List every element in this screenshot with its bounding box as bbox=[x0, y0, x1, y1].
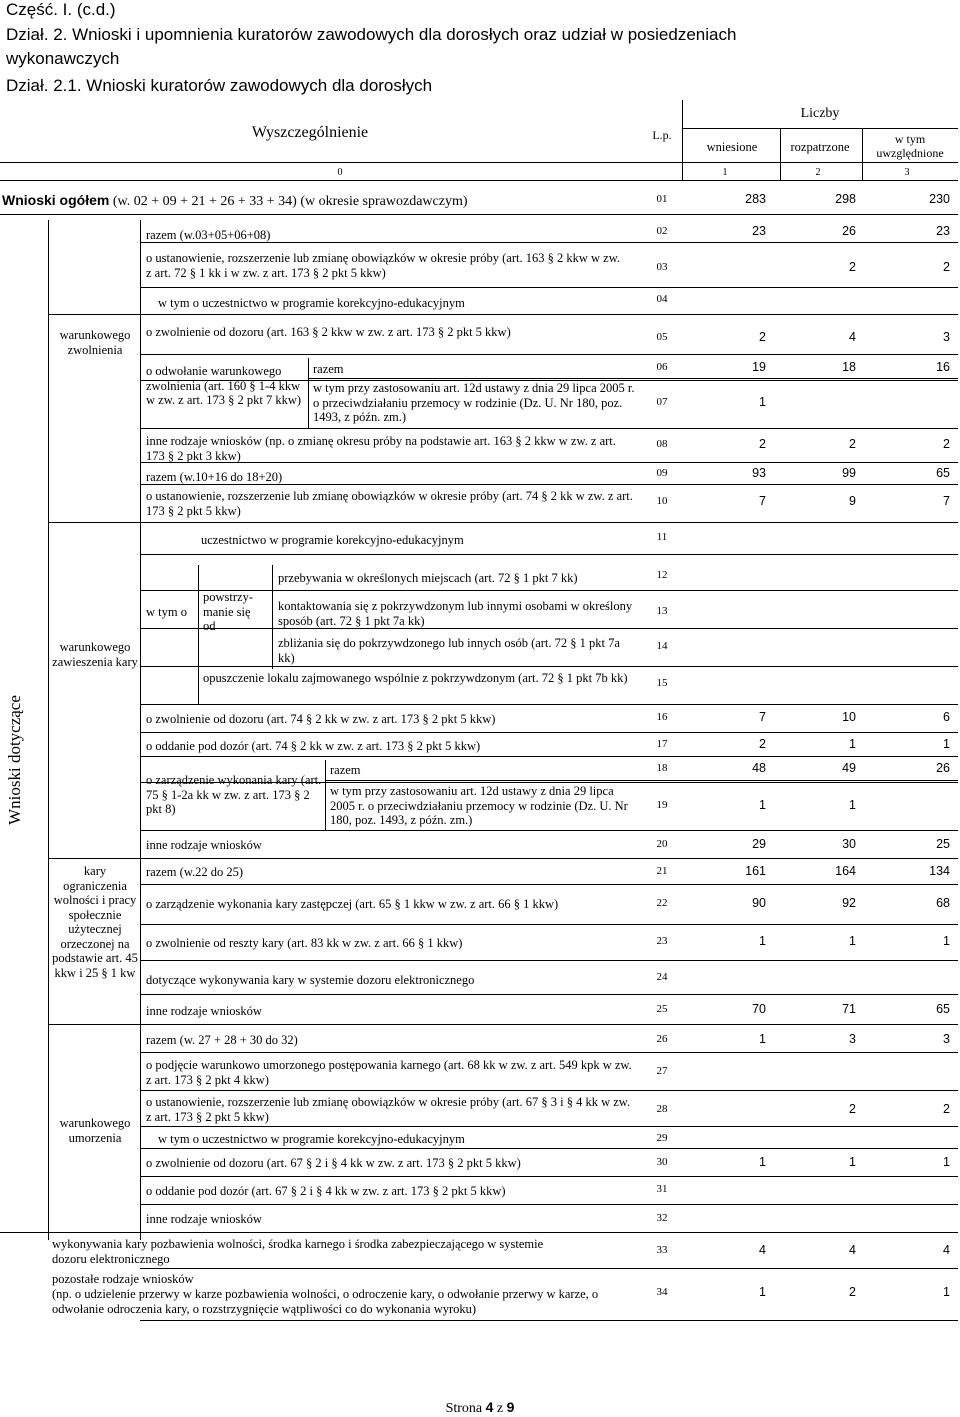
row-divider bbox=[140, 1126, 958, 1127]
group-divider bbox=[48, 314, 958, 315]
row-divider bbox=[140, 704, 958, 705]
value-10-c1: 7 bbox=[759, 494, 766, 508]
value-18-c1: 48 bbox=[752, 761, 766, 775]
value-19-c2: 1 bbox=[849, 798, 856, 812]
lp-22: 22 bbox=[656, 897, 668, 909]
row-divider bbox=[140, 756, 958, 757]
lp-13: 13 bbox=[656, 605, 668, 617]
row-29-label: w tym o uczestnictwo w programie korekcyjno-edukacyjnym bbox=[158, 1132, 465, 1146]
lp-16: 16 bbox=[656, 711, 668, 723]
lp-17: 17 bbox=[656, 738, 668, 750]
lp-03: 03 bbox=[656, 261, 668, 273]
row-23-label: o zwolnienie od reszty kary (art. 83 kk w zw. z art. 66 § 1 kkw) bbox=[146, 936, 463, 950]
footer-prefix: Strona bbox=[445, 1401, 486, 1416]
row-21-label: razem (w.22 do 25) bbox=[146, 865, 244, 879]
row-11-label: uczestnictwo w programie korekcyjno-edukacyjnym bbox=[201, 533, 464, 547]
group-zwolnienia: warunkowego zwolnienia bbox=[59, 328, 131, 357]
value-20-c2: 30 bbox=[842, 837, 856, 851]
rule bbox=[862, 128, 863, 180]
value-08-c3: 2 bbox=[943, 437, 950, 451]
row-20-label: inne rodzaje wniosków bbox=[146, 838, 262, 852]
row-divider bbox=[140, 462, 958, 463]
row-34-label-title: pozostałe rodzaje wniosków bbox=[52, 1272, 194, 1286]
value-33-c2: 4 bbox=[849, 1243, 856, 1257]
lp-29: 29 bbox=[656, 1132, 668, 1144]
lp-24: 24 bbox=[656, 971, 668, 983]
zarzadzenie-label: o zarządzenie wykonania kary (art. 75 § 1-2a kk w zw. z art. 173 § 2 pkt 8) bbox=[146, 773, 322, 816]
powstrzymanie-label: powstrzy-manie się od bbox=[203, 590, 253, 633]
lp-30: 30 bbox=[656, 1156, 668, 1168]
row-18-label: razem bbox=[330, 763, 361, 777]
lp-20: 20 bbox=[656, 838, 668, 850]
lp-21: 21 bbox=[656, 865, 668, 877]
value-30-c2: 1 bbox=[849, 1155, 856, 1169]
row-26-label: razem (w. 27 + 28 + 30 do 32) bbox=[146, 1033, 298, 1047]
value-26-c3: 3 bbox=[943, 1032, 950, 1046]
value-18-c3: 26 bbox=[936, 761, 950, 775]
header-col0: 0 bbox=[337, 167, 343, 178]
row-07-label: w tym przy zastosowaniu art. 12d ustawy z dnia 29 lipca 2005 r. o przeciwdziałaniu przemocy w rodzinie (Dz. U. Nr 180, poz. 1493, z późn. zm.) bbox=[313, 381, 635, 424]
lp-34: 34 bbox=[656, 1286, 668, 1298]
value-05-c1: 2 bbox=[759, 330, 766, 344]
value-05-c3: 3 bbox=[943, 330, 950, 344]
row-30-label: o zwolnienie od dozoru (art. 67 § 2 i § 4 kk w zw. z art. 173 § 2 pkt 5 kkw) bbox=[146, 1156, 521, 1170]
row-10-label: o ustanowienie, rozszerzenie lub zmianę obowiązków w okresie próby (art. 74 § 2 kk w zw. z art. 173 § 2 pkt 5 kkw) bbox=[146, 489, 633, 518]
value-28-c3: 2 bbox=[943, 1102, 950, 1116]
header-col2: 2 bbox=[815, 167, 821, 178]
value-03-c3: 2 bbox=[943, 260, 950, 274]
header-wniesione: wniesione bbox=[706, 140, 758, 154]
value-09-c3: 65 bbox=[936, 466, 950, 480]
group-divider bbox=[0, 1232, 958, 1233]
row-divider bbox=[140, 732, 958, 733]
lp-10: 10 bbox=[656, 495, 668, 507]
lp-28: 28 bbox=[656, 1103, 668, 1115]
row-08-label: inne rodzaje wniosków (np. o zmianę okresu próby na podstawie art. 163 § 2 kkw w zw. z art. 173 § 2 pkt 3 kkw) bbox=[146, 434, 616, 463]
value-06-c1: 19 bbox=[752, 360, 766, 374]
lp-27: 27 bbox=[656, 1065, 668, 1077]
row-divider bbox=[140, 242, 958, 243]
row-28-label: o ustanowienie, rozszerzenie lub zmianę obowiązków w okresie próby (art. 67 § 3 i § 4 kk w zw. z art. 173 § 2 pkt 5 kkw) bbox=[146, 1095, 631, 1124]
wnioski-dotyczace-label: Wnioski dotyczące bbox=[5, 695, 24, 825]
lp-26: 26 bbox=[656, 1033, 668, 1045]
value-07-c1: 1 bbox=[759, 395, 766, 409]
value-16-c3: 6 bbox=[943, 710, 950, 724]
header-uwzglednione: w tym uwzględnione bbox=[876, 132, 944, 160]
value-01-c3: 230 bbox=[929, 192, 950, 206]
value-34-c2: 2 bbox=[849, 1285, 856, 1299]
header-rozpatrzone: rozpatrzone bbox=[790, 140, 850, 154]
row-divider bbox=[140, 1052, 958, 1053]
value-10-c3: 7 bbox=[943, 494, 950, 508]
row-25-label: inne rodzaje wniosków bbox=[146, 1004, 262, 1018]
value-01-c2: 298 bbox=[835, 192, 856, 206]
row-divider bbox=[140, 380, 958, 381]
value-22-c1: 90 bbox=[752, 896, 766, 910]
row-32-label: inne rodzaje wniosków bbox=[146, 1212, 262, 1226]
lp-09: 09 bbox=[656, 467, 668, 479]
rule bbox=[140, 220, 141, 1240]
odwolanie-label: o odwołanie warunkowego zwolnienia (art. 160 § 1-4 kkw w zw. z art. 173 § 2 pkt 7 kkw) bbox=[146, 364, 302, 407]
header-lp: L.p. bbox=[652, 128, 672, 142]
rule bbox=[325, 760, 326, 830]
group-divider bbox=[48, 858, 958, 859]
value-21-c2: 164 bbox=[835, 864, 856, 878]
value-25-c3: 65 bbox=[936, 1002, 950, 1016]
header-col1: 1 bbox=[722, 167, 728, 178]
value-08-c2: 2 bbox=[849, 437, 856, 451]
value-17-c3: 1 bbox=[943, 737, 950, 751]
value-06-c2: 18 bbox=[842, 360, 856, 374]
group-umorzenia: warunkowego umorzenia bbox=[59, 1116, 131, 1145]
rule bbox=[308, 358, 309, 428]
lp-05: 05 bbox=[656, 331, 668, 343]
value-21-c3: 134 bbox=[929, 864, 950, 878]
value-23-c3: 1 bbox=[943, 934, 950, 948]
lp-33: 33 bbox=[656, 1244, 668, 1256]
group-divider bbox=[48, 1024, 958, 1025]
lp-01: 01 bbox=[656, 193, 668, 205]
header-liczby: Liczby bbox=[800, 106, 840, 121]
value-34-c1: 1 bbox=[759, 1285, 766, 1299]
row-divider bbox=[140, 1090, 958, 1091]
group-divider bbox=[48, 522, 958, 523]
rule bbox=[682, 100, 683, 180]
value-33-c3: 4 bbox=[943, 1243, 950, 1257]
section-title: Część. I. (c.d.) bbox=[6, 0, 116, 19]
lp-31: 31 bbox=[656, 1183, 668, 1195]
row-02-label: razem (w.03+05+06+08) bbox=[146, 228, 271, 242]
wtymo-label: w tym o bbox=[146, 605, 187, 619]
header-wyszczegolnienie: Wyszczególnienie bbox=[251, 124, 369, 141]
value-16-c2: 10 bbox=[842, 710, 856, 724]
row-03-label: o ustanowienie, rozszerzenie lub zmianę obowiązków w okresie próby (art. 163 § 2 kkw w zw. z art. 72 § 1 kk i w zw. z art. 173 § 2 pkt 5 kkw) bbox=[146, 251, 621, 280]
row-05-label: o zwolnienie od dozoru (art. 163 § 2 kkw w zw. z art. 173 § 2 pkt 5 kkw) bbox=[146, 325, 511, 339]
rule bbox=[0, 214, 958, 215]
value-33-c1: 4 bbox=[759, 1243, 766, 1257]
rule bbox=[325, 780, 958, 781]
value-09-c1: 93 bbox=[752, 466, 766, 480]
rule bbox=[0, 180, 958, 181]
row-divider bbox=[140, 830, 958, 831]
value-10-c2: 9 bbox=[849, 494, 856, 508]
row-12-label: przebywania w określonych miejscach (art. 72 § 1 pkt 7 kk) bbox=[278, 571, 578, 585]
group-ograniczenia: kary ograniczenia wolności i pracy społecznie użytecznej orzeczonej na podstawie art. 45 kkw i 25 § 1 kw bbox=[52, 864, 138, 980]
value-20-c3: 25 bbox=[936, 837, 950, 851]
value-06-c3: 16 bbox=[936, 360, 950, 374]
value-02-c3: 23 bbox=[936, 224, 950, 238]
lp-23: 23 bbox=[656, 935, 668, 947]
value-25-c1: 70 bbox=[752, 1002, 766, 1016]
footer-total: 9 bbox=[506, 1399, 515, 1415]
row-06-label: razem bbox=[313, 362, 344, 376]
value-02-c1: 23 bbox=[752, 224, 766, 238]
rule bbox=[272, 565, 273, 669]
row-divider bbox=[140, 554, 958, 555]
subsection-title: Dział. 2.1. Wnioski kuratorów zawodowych dla dorosłych bbox=[6, 76, 433, 95]
row-divider bbox=[140, 1320, 958, 1321]
row-09-label: razem (w.10+16 do 18+20) bbox=[146, 470, 283, 484]
value-30-c1: 1 bbox=[759, 1155, 766, 1169]
row-divider bbox=[140, 287, 958, 288]
row-33-label: wykonywania kary pozbawienia wolności, środka karnego i środka zabezpieczającego w systemie dozoru elektronicznego bbox=[52, 1237, 544, 1266]
lp-19: 19 bbox=[656, 799, 668, 811]
value-01-c1: 283 bbox=[745, 192, 766, 206]
value-03-c2: 2 bbox=[849, 260, 856, 274]
row-13-label: kontaktowania się z pokrzywdzonym lub innymi osobami w określony sposób (art. 72 § 1 pkt 7a kk) bbox=[278, 599, 633, 628]
row-divider bbox=[140, 782, 958, 783]
page-footer bbox=[400, 1400, 560, 1417]
row-16-label: o zwolnienie od dozoru (art. 74 § 2 kk w zw. z art. 173 § 2 pkt 5 kkw) bbox=[146, 712, 496, 726]
row-19-label: w tym przy zastosowaniu art. 12d ustawy z dnia 29 lipca 2005 r. o przeciwdziałaniu przemocy w rodzinie (Dz. U. Nr 180, poz. 1493, z późn. zm.) bbox=[330, 784, 628, 827]
value-02-c2: 26 bbox=[842, 224, 856, 238]
row-31-label: o oddanie pod dozór (art. 67 § 2 i § 4 kk w zw. z art. 173 § 2 pkt 5 kkw) bbox=[146, 1184, 506, 1198]
rule bbox=[48, 220, 49, 1240]
row-divider bbox=[140, 960, 958, 961]
row-divider bbox=[140, 1268, 958, 1269]
lp-06: 06 bbox=[656, 361, 668, 373]
ogolem-bold: Wnioski ogółem bbox=[2, 192, 110, 208]
value-21-c1: 161 bbox=[745, 864, 766, 878]
row-divider bbox=[140, 428, 958, 429]
lp-25: 25 bbox=[656, 1003, 668, 1015]
lp-32: 32 bbox=[656, 1212, 668, 1224]
value-34-c3: 1 bbox=[943, 1285, 950, 1299]
lp-14: 14 bbox=[656, 640, 668, 652]
lp-12: 12 bbox=[656, 569, 668, 581]
group-zawieszenia: warunkowego zawieszenia kary bbox=[52, 640, 138, 669]
value-26-c1: 1 bbox=[759, 1032, 766, 1046]
value-28-c2: 2 bbox=[849, 1102, 856, 1116]
section-subtitle: Dział. 2. Wnioski i upomnienia kuratorów zawodowych dla dorosłych oraz udział w posiedzeniach bbox=[6, 25, 737, 44]
row-divider bbox=[140, 1176, 958, 1177]
section-subtitle-cont: wykonawczych bbox=[6, 49, 120, 68]
lp-02: 02 bbox=[656, 225, 668, 237]
row-04-label: w tym o uczestnictwo w programie korekcyjno-edukacyjnym bbox=[158, 296, 465, 310]
value-22-c3: 68 bbox=[936, 896, 950, 910]
value-22-c2: 92 bbox=[842, 896, 856, 910]
row-divider bbox=[140, 884, 958, 885]
row-divider bbox=[140, 666, 958, 667]
value-26-c2: 3 bbox=[849, 1032, 856, 1046]
ogolem-label bbox=[2, 192, 468, 210]
row-divider bbox=[140, 590, 958, 591]
row-divider bbox=[140, 484, 958, 485]
lp-15: 15 bbox=[656, 677, 668, 689]
value-23-c2: 1 bbox=[849, 934, 856, 948]
row-24-label: dotyczące wykonywania kary w systemie dozoru elektronicznego bbox=[146, 973, 475, 987]
lp-07: 07 bbox=[656, 396, 668, 408]
header-col3: 3 bbox=[904, 167, 910, 178]
value-20-c1: 29 bbox=[752, 837, 766, 851]
footer-page: 4 bbox=[485, 1399, 494, 1415]
ogolem-rest: (w. 02 + 09 + 21 + 26 + 33 + 34) (w okresie sprawozdawczym) bbox=[112, 194, 468, 209]
row-17-label: o oddanie pod dozór (art. 74 § 2 kk w zw. z art. 173 § 2 pkt 5 kkw) bbox=[146, 739, 481, 753]
row-divider bbox=[140, 1204, 958, 1205]
value-16-c1: 7 bbox=[759, 710, 766, 724]
value-30-c3: 1 bbox=[943, 1155, 950, 1169]
footer-of: z bbox=[493, 1401, 507, 1416]
lp-11: 11 bbox=[656, 531, 668, 543]
value-25-c2: 71 bbox=[842, 1002, 856, 1016]
row-divider bbox=[140, 354, 958, 355]
value-17-c1: 2 bbox=[759, 737, 766, 751]
row-divider bbox=[140, 628, 958, 629]
rule bbox=[780, 128, 781, 180]
value-19-c1: 1 bbox=[759, 798, 766, 812]
lp-18: 18 bbox=[656, 762, 668, 774]
value-23-c1: 1 bbox=[759, 934, 766, 948]
row-34-label-detail: (np. o udzielenie przerwy w karze pozbawienia wolności, o odroczenie kary, o odwołanie przerwy w karze, o odwołanie odroczenia kary, o rozstrzygnięcie wątpliwości co do wykonania wyroku) bbox=[52, 1287, 599, 1316]
rule bbox=[0, 162, 958, 163]
value-05-c2: 4 bbox=[849, 330, 856, 344]
row-22-label: o zarządzenie wykonania kary zastępczej (art. 65 § 1 kkw w zw. z art. 66 § 1 kkw) bbox=[146, 897, 559, 911]
rule bbox=[682, 128, 958, 129]
lp-04: 04 bbox=[656, 293, 668, 305]
value-17-c2: 1 bbox=[849, 737, 856, 751]
value-09-c2: 99 bbox=[842, 466, 856, 480]
value-18-c2: 49 bbox=[842, 761, 856, 775]
row-divider bbox=[140, 994, 958, 995]
lp-08: 08 bbox=[656, 438, 668, 450]
value-08-c1: 2 bbox=[759, 437, 766, 451]
row-divider bbox=[140, 924, 958, 925]
row-14-label: zbliżania się do pokrzywdzonego lub innych osób (art. 72 § 1 pkt 7a kk) bbox=[278, 636, 620, 665]
rule bbox=[198, 565, 199, 705]
row-15-label: opuszczenie lokalu zajmowanego wspólnie z pokrzywdzonym (art. 72 § 1 pkt 7b kk) bbox=[203, 671, 628, 685]
rule bbox=[308, 378, 958, 379]
row-27-label: o podjęcie warunkowo umorzonego postępowania karnego (art. 68 kk w zw. z art. 549 kpk w zw. z art. 173 § 2 pkt 4 kkw) bbox=[146, 1058, 632, 1087]
row-divider bbox=[140, 1148, 958, 1149]
